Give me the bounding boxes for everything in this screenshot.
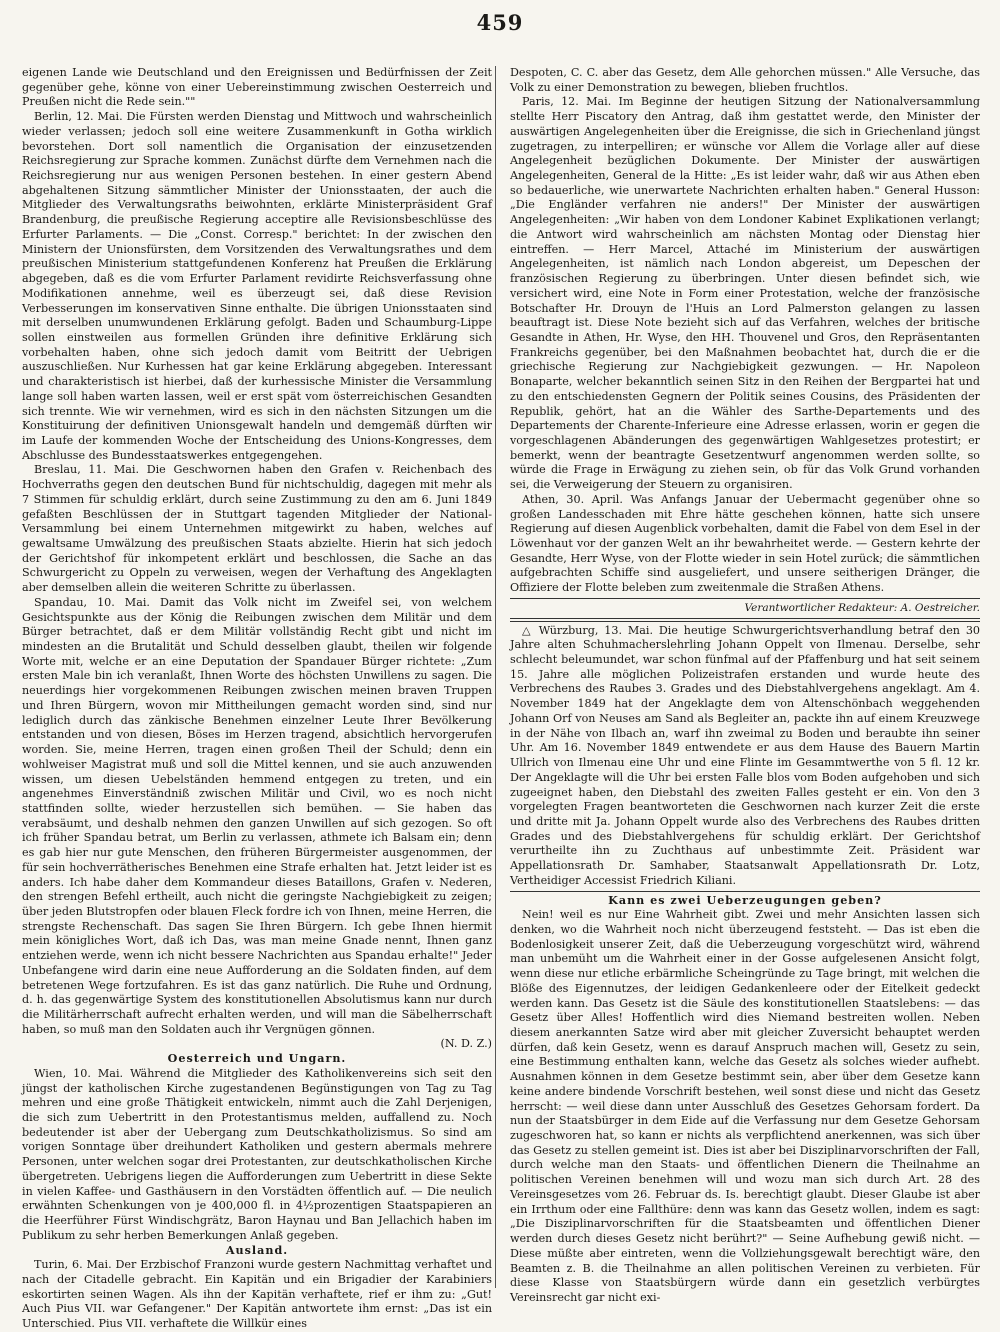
article-paris: Paris, 12. Mai. Im Beginne der heutigen Sitzung der Nationalversammlung stellte Herr Piscatory den Antrag, daß ihm gestattet werde, den Minister der auswärtigen Angelegenheiten über die Ereignisse, die sich in Griechenland jüngst zugetragen, zu interpelliren; er wünsche vor Allem die Vorlage aller auf diese Angelegenheit bezüglichen Dokumente. Der Minister der auswärtigen Angelegenheiten, General de la Hitte: „Es ist leider wahr, daß wir aus Athen eben so bedauerliche, wie unerwartete Nachrichten erhalten haben." General Husson: „Die Engländer verfahren nie anders!" Der Minister der auswärtigen Angelegenheiten: „Wir haben von dem Londoner Kabinet Explikationen verlangt; die Antwort wird wahrscheinlich am nächsten Montag oder Dienstag hier eintreffen. — Herr Marcel, Attaché im Ministerium der auswärtigen Angelegenheiten, ist nämlich nach London abgereist, um Depeschen der französischen Regierung zu überbringen. Unter diesen befindet sich, wie versichert wird, eine Note in Form einer Protestation, welche der französische Botschafter Hr. Drouyn de l'Huis an Lord Palmerston gelangen zu lassen beauftragt ist. Diese Note bezieht sich auf das Verfahren, welches der britische Gesandte in Athen, Hr. Wyse, den HH. Thouvenel und Gros, den Repräsentanten Frankreichs gegenüber, bei den Maßnahmen beobachtet hat, durch die er die griechische Regierung zur Nachgiebigkeit gezwungen. — Hr. Napoleon Bonaparte, welcher bekanntlich seinen Sitz in den Reihen der Bergpartei hat und zu den entschiedensten Gegnern der Politik seines Cousins, des Präsidenten der Republik, gehört, hat an die Wähler des Sarthe-Departements und des Departements der Charente-Inferieure eine Adresse erlassen, worin er gegen die vorgeschlagenen Abänderungen des gegenwärtigen Wahlgesetzes protestirt; er bemerkt, wenn der beantragte Gesetzentwurf angenommen werden sollte, so würde die Frage in Erwägung zu ziehen sein, ob für das Volk Grund vorhanden sei, die Verweigerung der Steuern zu organisiren.: [510, 95, 980, 492]
page-number: 459: [476, 10, 524, 35]
editor-credit: Verantwortlicher Redakteur: A. Oestreicher.: [744, 601, 980, 614]
double-divider: [510, 618, 980, 622]
left-column: [22, 66, 492, 1332]
article-athen: Athen, 30. April. Was Anfangs Januar der Uebermacht gegenüber ohne so großen Landesschaden mit Ehre hätte geschehen können, hatte sich unsere Regierung auf diesen Augenblick vorbehalten, damit die Fabel von dem Esel in der Löwenhaut vor der ganzen Welt an ihr bewahrheitet werde. — Gestern kehrte der Gesandte, Herr Wyse, von der Flotte wieder in sein Hotel zurück; die sämmtlichen aufgebrachten Schiffe sind ausgeliefert, und unsere seitherigen Dränger, die Offiziere der Flotte beleben zum zweitenmale die Straßen Athens.: [510, 492, 980, 595]
divider: [510, 598, 980, 599]
column-divider: [495, 66, 496, 1288]
divider: [510, 891, 980, 892]
intro-paragraph: eigenen Lande wie Deutschland und den Ereignissen und Bedürfnissen der Zeit gegenüber gehe, könne von einer Uebereinstimmung zwischen Oesterreich und Preußen nicht die Rede sein."": [22, 66, 492, 109]
section-heading-austria: Oesterreich und Ungarn.: [167, 1052, 347, 1066]
article-spandau: Spandau, 10. Mai. Damit das Volk nicht im Zweifel sei, von welchem Gesichtspunkte aus der König die Reibungen zwischen dem Militär und dem Bürger betrachtet, daß er dem Militär vollständig Recht gibt und nicht im mindesten an die Brutalität und Schuld desselben glaubt, theilen wir folgende Worte mit, welche er an eine Deputation der Spandauer Bürger richtete: „Zum ersten Male bin ich veranlaßt, Ihnen Worte des höchsten Unwillens zu sagen. Die neuerdings hier vorgekommenen Reibungen zwischen meinen braven Truppen und Ihren Bürgern, wovon mir Mittheilungen gemacht worden sind, sind nur lediglich durch das zänkische Benehmen einzelner Leute Ihrer Bevölkerung entstanden und von diesen, Böses im Herzen tragend, absichtlich hervorgerufen worden. Sie, meine Herren, tragen einen großen Theil der Schuld; denn ein wohlweiser Magistrat muß und soll die Mittel kennen, und sie auch anzuwenden wissen, um diesen Uebelständen hemmend entgegen zu treten, und ein angenehmes Einverständniß zwischen Militär und Civil, wo es noch nicht stattfinden sollte, wieder herzustellen sich bemühen. — Sie haben das verabsäumt, und deshalb nehmen den ganzen Unwillen auf sich gezogen. So oft ich früher Spandau betrat, um Berlin zu verlassen, athmete ich Balsam ein; denn es gab hier nur gute Menschen, den früheren Bürgermeister ausgenommen, der für sein hochverrätherisches Benehmen eine Strafe erhalten hat. Jetzt leider ist es anders. Ich habe daher dem Kommandeur dieses Bataillons, Grafen v. Nederen, den strengen Befehl ertheilt, auch nicht die geringste Nachgiebigkeit zu zeigen; über jeden Blutstropfen oder blauen Fleck fordre ich von Ihnen, meine Herren, die strengste Rechenschaft. Das sagen Sie Ihren Bürgern. Ich gebe Ihnen hiermit mein königliches Wort, daß ich Das, was man meine Gnade nennt, Ihnen ganz entziehen werde, wenn ich nicht bessere Nachrichten aus Spandau erhalte!" Jeder Unbefangene wird darin eine neue Aufforderung an die Soldaten finden, auf dem betretenen Wege fortzufahren. Es ist das ganz natürlich. Die Ruhe und Ordnung, d. h. das gegenwärtige System des konstitutionellen Absolutismus kann nur durch die Militärherrschaft aufrecht erhalten werden, und will man die Säbelherrschaft haben, so muß man den Soldaten auch ihr Vergnügen gönnen.: [22, 595, 492, 1036]
continuation-paragraph: Despoten, C. C. aber das Gesetz, dem Alle gehorchen müssen." Alle Versuche, das Volk zu einer Demonstration zu bewegen, blieben fruchtlos.: [510, 66, 980, 94]
article-wien: Wien, 10. Mai. Während die Mitglieder des Katholikenvereins sich seit den jüngst der katholischen Kirche zugestandenen Begünstigungen von Tag zu Tag mehren und eine große Thätigkeit entwickeln, nimmt auch die Zahl Derjenigen, die sich zum Uebertritt in den Protestantismus melden, auffallend zu. Noch bedeutender ist aber der Uebergang zum Deutschkatholizismus. So sind am vorigen Sonntage über dreihundert Katholiken und gestern abermals mehrere Personen, unter welchen sogar drei Protestanten, zur deutschkatholischen Kirche übergetreten. Uebrigens liegen die Aufforderungen zum Uebertritt in diese Sekte in vielen Kaffee- und Gasthäusern in den Vorstädten öffentlich auf. — Die neulich erwähnten Schenkungen von je 400,000 fl. in 4½prozentigen Staatspapieren an die Heerführer Fürst Windischgrätz, Baron Haynau und Ban Jellachich haben im Publikum zu sehr herben Bemerkungen Anlaß gegeben.: [22, 1066, 492, 1242]
article-berlin: Berlin, 12. Mai. Die Fürsten werden Dienstag und Mittwoch und wahrscheinlich wieder verlassen; jedoch soll eine weitere Zusammenkunft in Gotha wirklich bevorstehen. Dort soll namentlich die Organisation der einzusetzenden Reichsregierung zur Sprache kommen. Zunächst dürfte dem Vernehmen nach die Reichsregierung nur aus wenigen Personen bestehen. In einer gestern Abend abgehaltenen Sitzung sämmtlicher Minister der Unionsstaaten, der auch die Mitglieder des Verwaltungsraths beiwohnten, erklärte Ministerpräsident Graf Brandenburg, die preußische Regierung acceptire alle Revisionsbeschlüsse des Erfurter Parlaments. — Die „Const. Corresp." berichtet: In der zwischen den Ministern der Unionsfürsten, dem Vorsitzenden des Verwaltungsrathes und dem preußischen Ministerium stattgefundenen Konferenz hat Preußen die Erklärung abgegeben, daß es die vom Erfurter Parlament revidirte Reichsverfassung ohne Modifikationen annehme, weil es überzeugt sei, daß diese Revision Verbesserungen im konservativen Sinne enthalte. Die übrigen Unionsstaaten sind mit derselben unumwundenen Erklärung gefolgt. Baden und Schaumburg-Lippe sollen einstweilen aus formellen Gründen ihre definitive Erklärung sich vorbehalten haben, ohne sich jedoch damit vom Beitritt der Uebrigen auszuschließen. Nur Kurhessen hat gar keine Erklärung abgegeben. Interessant und charakteristisch ist hierbei, daß der kurhessische Minister die Versammlung lange soll haben warten lassen, weil er erst spät vom österreichischen Gesandten sich trennte. Wie wir vernehmen, wird es sich in den nächsten Sitzungen um die Konstituirung der definitiven Unionsgewalt handeln und demgemäß dürften wir im Laufe der kommenden Woche der Entscheidung des Unions-Kongresses, dem Abschlusse des Bundesstaatswerkes entgegengehen.: [22, 110, 492, 462]
article-turin: Turin, 6. Mai. Der Erzbischof Franzoni wurde gestern Nachmittag verhaftet und nach der Citadelle gebracht. Ein Kapitän und ein Brigadier der Karabiniers eskortirten seinen Wagen. Als ihn der Kapitän verhaftete, rief er ihm zu: „Gut! Auch Pius VII. war Gefangener." Der Kapitän antwortete ihm ernst: „Das ist ein Unterschied. Pius VII. verhaftete die Willkür eines: [22, 1258, 492, 1331]
source-note: (N. D. Z.): [440, 1037, 492, 1051]
section-heading-ausland: Ausland.: [225, 1243, 289, 1257]
essay-body: Nein! weil es nur Eine Wahrheit gibt. Zwei und mehr Ansichten lassen sich denken, wo die Wahrheit noch nicht überzeugend feststeht. — Das ist eben die Bodenlosigkeit unserer Zeit, daß die Ueberzeugung vorgeschützt wird, während man unbemüht um die Wahrheit einer in der Gosse aufgelesenen Ansicht folgt, wenn diese nur etliche erbärmliche Scheingründe zu Tage bringt, mit welchen die Blöße des Eigennutzes, der leidigen Gedankenleere oder der Eitelkeit gedeckt werden kann. Das Gesetz ist die Säule des konstitutionellen Staatslebens: — das Gesetz über Alles! Hoffentlich wird dies Niemand bestreiten wollen. Neben diesem anerkannten Satze wird aber mit gleicher Zuversicht behauptet werden dürfen, daß kein Gesetz, wenn es darauf Anspruch machen will, Gesetz zu sein, eine Bestimmung enthalten kann, welche das Gesetz als solches wieder aufhebt. Ausnahmen können in dem Gesetze bestimmt sein, aber über dem Gesetze kann keine andere bindende Vorschrift bestehen, weil sonst diese und nicht das Gesetz herrscht: — weil diese dann unter Ausschluß des Gesetzes Gehorsam fordert. Da nun der Staatsbürger in dem Eide auf die Verfassung nur dem Gesetze Gehorsam zugeschworen hat, so kann er nichts als verpflichtend anerkennen, was sich über das Gesetz zu stellen gemeint ist. Dies ist aber bei Disziplinarvorschriften der Fall, durch welche man den Staats- und öffentlichen Dienern die Theilnahme an politischen Vereinen benehmen will und wozu man sich durch Art. 28 des Vereinsgesetzes vom 26. Februar ds. Is. berechtigt glaubt. Dieser Glaube ist aber ein Irrthum oder eine Fallthüre: denn was kann das Gesetz wollen, indem es sagt: „Die Disziplinarvorschriften für die Staatsbeamten und öffentlichen Diener werden durch dieses Gesetz nicht berührt?" — Seine Aufhebung gewiß nicht. — Diese müßte aber eintreten, wenn die Vollziehungsgewalt berechtigt wäre, den Beamten z. B. die Theilnahme an allen politischen Vereinen zu verbieten. Für diese Klasse von Staatsbürgern würde dann ein gesetzlich verbürgtes Vereinsrecht gar nicht exi-: [510, 908, 980, 1304]
right-column: [510, 66, 980, 1306]
article-wuerzburg: △ Würzburg, 13. Mai. Die heutige Schwurgerichtsverhandlung betraf den 30 Jahre alten Schuhmacherslehrling Johann Oppelt von Ilmenau. Derselbe, sehr schlecht beleumundet, war schon fünfmal auf der Pfaffenburg und hat seit seinem 15. Jahre alle möglichen Polizeistrafen erstanden und wurde heute des Verbrechens des Raubes 3. Grades und des Diebstahlvergehens angeklagt. Am 4. November 1849 hat der Angeklagte dem von Altenschönbach weggehenden Johann Orf von Neuses am Sand als Begleiter an, packte ihn auf einem Kreuzwege in der Nähe von Ilbach an, warf ihn zweimal zu Boden und beraubte ihn seiner Uhr. Am 16. November 1849 entwendete er aus dem Hause des Bauern Martin Ullrich von Ilmenau eine Uhr und eine Flinte im Gesammtwerthe von 5 fl. 12 kr. Der Angeklagte will die Uhr bei ersten Falle blos vom Boden aufgehoben und sich zugeeignet haben, den Diebstahl des zweiten Falles gesteht er ein. Von den 3 vorgelegten Fragen beantworteten die Geschwornen nach kurzer Zeit die erste und dritte mit Ja. Johann Oppelt wurde also des Verbrechens des Raubes dritten Grades und des Diebstahlvergehens für schuldig erklärt. Der Gerichtshof verurtheilte ihn zu Zuchthaus auf unbestimmte Zeit. Präsident war Appellationsrath Dr. Samhaber, Staatsanwalt Appellationsrath Dr. Lotz, Vertheidiger Accessist Friedrich Kiliani.: [510, 623, 980, 887]
essay-heading: Kann es zwei Ueberzeugungen geben?: [608, 893, 882, 907]
article-breslau: Breslau, 11. Mai. Die Geschwornen haben den Grafen v. Reichenbach des Hochverraths gegen den deutschen Bund für nichtschuldig, dagegen mit mehr als 7 Stimmen für schuldig erklärt, durch seine Zustimmung zu den am 6. Juni 1849 gefaßten Beschlüssen der in Stuttgart tagenden Mitglieder der National-Versammlung bei einem Unternehmen mitgewirkt zu haben, welches auf gewaltsame Umwälzung des preußischen Staats abzielte. Hierin hat sich jedoch der Gerichtshof für inkompetent erklärt und beschlossen, die Sache an das Schwurgericht zu Oppeln zu verweisen, wegen der Verhaftung des Angeklagten aber demselben allein die weiteren Schritte zu überlassen.: [22, 463, 492, 595]
